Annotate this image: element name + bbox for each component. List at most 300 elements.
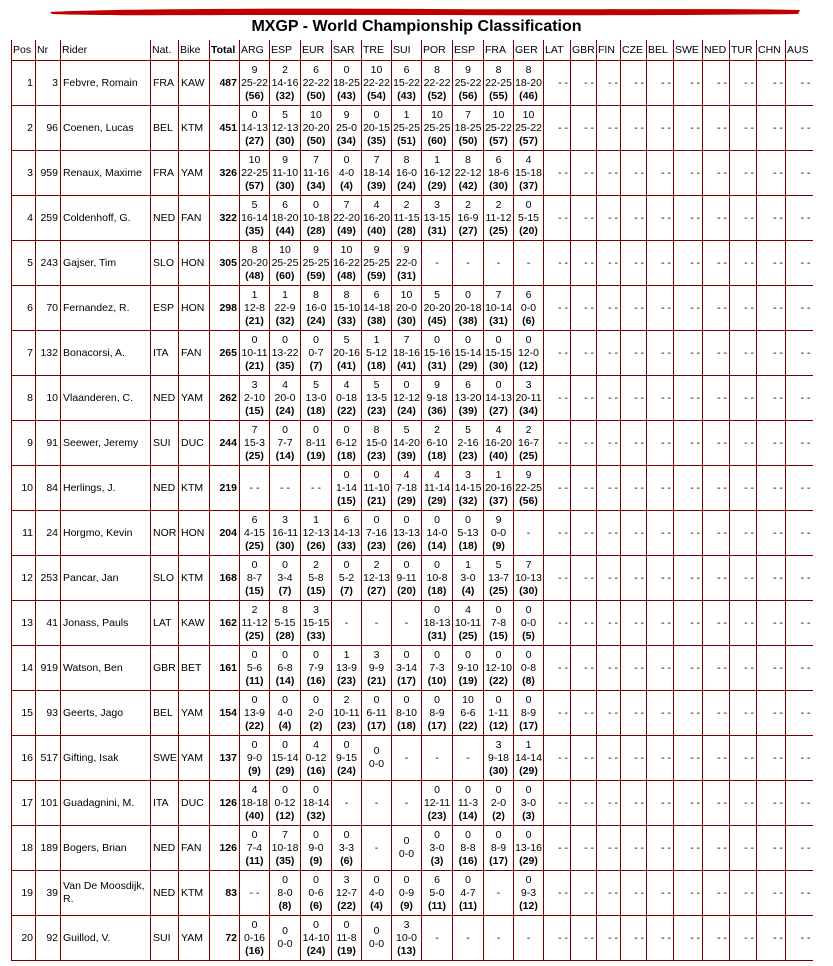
round-points: 6 bbox=[525, 288, 532, 301]
rider-cell: Coenen, Lucas bbox=[61, 106, 151, 151]
future-round-cell: - - bbox=[544, 511, 571, 556]
future-round-cell: - - bbox=[597, 646, 621, 691]
race-result-cell bbox=[301, 871, 332, 916]
race-result-cell bbox=[270, 241, 301, 286]
round-total: (7) bbox=[340, 584, 353, 597]
round-total: (32) bbox=[275, 89, 295, 102]
heat-points: 12-11 bbox=[423, 796, 451, 809]
race-result-cell bbox=[362, 286, 392, 331]
heat-points: 6-10 bbox=[426, 436, 448, 449]
round-points: 9 bbox=[343, 108, 350, 121]
round-points: 0 bbox=[495, 828, 502, 841]
round-points: 7 bbox=[525, 558, 532, 571]
future-round-cell: - - bbox=[703, 421, 730, 466]
future-round-cell: - - bbox=[597, 196, 621, 241]
round-total: (27) bbox=[367, 584, 386, 597]
heat-points: 0-18 bbox=[335, 391, 357, 404]
round-total: (33) bbox=[337, 539, 356, 552]
rider-cell: Renaux, Maxime bbox=[61, 151, 151, 196]
round-total: (46) bbox=[519, 89, 538, 102]
heat-points: 10-14 bbox=[485, 301, 512, 314]
race-empty-cell: - bbox=[514, 241, 544, 286]
race-result-cell bbox=[392, 916, 422, 961]
round-points: 1 bbox=[343, 648, 350, 661]
round-total: (31) bbox=[489, 314, 508, 327]
round-points: 6 bbox=[313, 63, 319, 76]
heat-points: 25-22 bbox=[485, 121, 512, 134]
race-result-cell bbox=[270, 646, 301, 691]
future-round-cell: - - bbox=[544, 601, 571, 646]
bike-cell: KTM bbox=[179, 106, 210, 151]
heat-points: 11-12 bbox=[241, 616, 268, 629]
round-points: 0 bbox=[343, 738, 350, 751]
table-row bbox=[12, 241, 813, 286]
pos-cell: 17 bbox=[12, 781, 36, 826]
col-header-round: TUR bbox=[730, 40, 757, 61]
future-round-cell: - - bbox=[647, 871, 674, 916]
future-round-cell: - - bbox=[703, 511, 730, 556]
heat-points: 4-7 bbox=[460, 886, 476, 899]
round-total: (22) bbox=[489, 674, 508, 687]
future-round-cell: - - bbox=[757, 736, 786, 781]
nat-cell: ESP bbox=[151, 286, 179, 331]
future-round-cell: - - bbox=[786, 691, 813, 736]
heat-points: 20-16 bbox=[333, 346, 360, 359]
future-round-cell: - - bbox=[621, 511, 647, 556]
heat-points: 18-14 bbox=[363, 166, 390, 179]
race-result-cell bbox=[453, 466, 484, 511]
future-round-cell: - - bbox=[703, 61, 730, 106]
round-points: 7 bbox=[251, 423, 258, 436]
heat-points: 14-13 bbox=[333, 526, 360, 539]
rider-cell: Seewer, Jeremy bbox=[61, 421, 151, 466]
heat-points: 16-12 bbox=[423, 166, 451, 179]
race-result-cell bbox=[301, 556, 332, 601]
race-result-cell bbox=[392, 646, 422, 691]
col-header-round: FIN bbox=[597, 40, 621, 61]
total-cell: 126 bbox=[210, 826, 240, 871]
race-result-cell bbox=[392, 61, 422, 106]
bike-cell: FAN bbox=[179, 826, 210, 871]
col-header-round: FRA bbox=[484, 40, 514, 61]
table-row bbox=[12, 826, 813, 871]
round-points: 2 bbox=[525, 423, 532, 436]
round-total: (34) bbox=[306, 179, 326, 192]
table-row bbox=[12, 601, 813, 646]
bike-cell: DUC bbox=[179, 781, 210, 826]
race-result-cell bbox=[392, 466, 422, 511]
future-round-cell: - - bbox=[571, 601, 597, 646]
heat-points: 20-11 bbox=[515, 391, 542, 404]
heat-points: 10-13 bbox=[515, 571, 542, 584]
table-row bbox=[12, 421, 813, 466]
future-round-cell: - - bbox=[544, 556, 571, 601]
table-row bbox=[12, 196, 813, 241]
nr-cell: 253 bbox=[36, 556, 61, 601]
heat-points: 18-20 bbox=[271, 211, 299, 224]
race-result-cell bbox=[301, 601, 332, 646]
round-total: (23) bbox=[458, 449, 478, 462]
total-cell: 265 bbox=[210, 331, 240, 376]
rider-cell: Coldenhoff, G. bbox=[61, 196, 151, 241]
future-round-cell: - - bbox=[703, 106, 730, 151]
round-points: 0 bbox=[282, 783, 288, 796]
future-round-cell: - - bbox=[730, 781, 757, 826]
heat-points: 16-11 bbox=[271, 526, 299, 539]
future-round-cell: - - bbox=[730, 646, 757, 691]
heat-points: 6-6 bbox=[460, 706, 476, 719]
round-points: 7 bbox=[495, 288, 502, 301]
future-round-cell: - - bbox=[621, 556, 647, 601]
nr-cell: 101 bbox=[36, 781, 61, 826]
round-total: (14) bbox=[458, 809, 478, 822]
future-round-cell: - - bbox=[730, 466, 757, 511]
round-points: 5 bbox=[373, 378, 380, 391]
round-total: (23) bbox=[367, 449, 386, 462]
round-total: (7) bbox=[309, 359, 323, 372]
future-round-cell: - - bbox=[674, 826, 703, 871]
race-result-cell bbox=[332, 331, 362, 376]
nat-cell: NOR bbox=[151, 511, 179, 556]
future-round-cell: - - bbox=[703, 871, 730, 916]
round-points: 0 bbox=[251, 693, 258, 706]
heat-points: 5-6 bbox=[246, 661, 263, 674]
round-points: 0 bbox=[313, 693, 319, 706]
future-round-cell: - - bbox=[786, 376, 813, 421]
future-round-cell: - - bbox=[571, 151, 597, 196]
race-result-cell bbox=[392, 241, 422, 286]
round-total: (27) bbox=[245, 134, 264, 147]
race-result-cell bbox=[332, 106, 362, 151]
heat-points: 14-20 bbox=[393, 436, 420, 449]
future-round-cell: - - bbox=[621, 421, 647, 466]
table-row bbox=[12, 691, 813, 736]
race-result-cell bbox=[240, 61, 270, 106]
race-result-cell bbox=[332, 556, 362, 601]
nat-cell: NED bbox=[151, 826, 179, 871]
heat-points: 0-12 bbox=[305, 751, 327, 764]
future-round-cell: - - bbox=[730, 556, 757, 601]
heat-points: 8-9 bbox=[520, 706, 537, 719]
round-total: (3) bbox=[522, 809, 535, 822]
round-points: 6 bbox=[434, 873, 440, 886]
heat-points: 10-18 bbox=[271, 841, 299, 854]
heat-points: 13-22 bbox=[271, 346, 299, 359]
heat-points: 13-9 bbox=[335, 661, 357, 674]
table-row bbox=[12, 781, 813, 826]
round-total: (24) bbox=[275, 404, 295, 417]
race-empty-cell: - - bbox=[240, 466, 270, 511]
race-empty-cell: - bbox=[332, 781, 362, 826]
race-result-cell bbox=[240, 376, 270, 421]
round-points: 10 bbox=[431, 108, 443, 121]
heat-points: 12-0 bbox=[517, 346, 539, 359]
race-result-cell bbox=[301, 511, 332, 556]
race-result-cell bbox=[240, 646, 270, 691]
pos-cell: 10 bbox=[12, 466, 36, 511]
heat-points: 11-3 bbox=[457, 796, 479, 809]
future-round-cell: - - bbox=[597, 556, 621, 601]
race-result-cell bbox=[514, 826, 544, 871]
round-points: 0 bbox=[282, 873, 288, 886]
heat-points: 20-20 bbox=[302, 121, 330, 134]
future-round-cell: - - bbox=[621, 331, 647, 376]
future-round-cell: - - bbox=[571, 376, 597, 421]
heat-points: 2-0 bbox=[308, 706, 324, 719]
round-total: (33) bbox=[337, 314, 356, 327]
round-total: (15) bbox=[245, 584, 264, 597]
future-round-cell: - - bbox=[597, 61, 621, 106]
round-total: (9) bbox=[309, 854, 323, 867]
total-cell: 305 bbox=[210, 241, 240, 286]
race-result-cell bbox=[484, 421, 514, 466]
race-result-cell bbox=[392, 421, 422, 466]
round-total: (29) bbox=[275, 764, 295, 777]
race-result-cell bbox=[332, 421, 362, 466]
round-points: 10 bbox=[462, 693, 474, 706]
race-result-cell bbox=[453, 421, 484, 466]
heat-points: 12-13 bbox=[271, 121, 299, 134]
bike-cell: HON bbox=[179, 286, 210, 331]
future-round-cell: - - bbox=[571, 106, 597, 151]
future-round-cell: - - bbox=[621, 196, 647, 241]
round-points: 9 bbox=[251, 63, 258, 76]
future-round-cell: - - bbox=[597, 466, 621, 511]
round-points: 3 bbox=[251, 378, 258, 391]
heat-points: 7-8 bbox=[490, 616, 507, 629]
round-total: (44) bbox=[275, 224, 295, 237]
round-points: 0 bbox=[403, 648, 410, 661]
heat-points: 18-18 bbox=[241, 796, 268, 809]
round-points: 2 bbox=[403, 198, 410, 211]
future-round-cell: - - bbox=[647, 241, 674, 286]
round-points: 6 bbox=[251, 513, 258, 526]
round-points: 2 bbox=[313, 558, 319, 571]
race-result-cell bbox=[484, 556, 514, 601]
race-result-cell bbox=[240, 556, 270, 601]
heat-points: 0-0 bbox=[520, 616, 537, 629]
future-round-cell: - - bbox=[757, 826, 786, 871]
round-total: (8) bbox=[522, 674, 535, 687]
heat-points: 11-8 bbox=[336, 931, 357, 944]
col-header-round: POR bbox=[422, 40, 453, 61]
col-header-rider: Rider bbox=[61, 40, 151, 61]
round-points: 4 bbox=[434, 468, 440, 481]
race-result-cell bbox=[514, 151, 544, 196]
race-empty-cell: - bbox=[514, 916, 544, 961]
round-points: 7 bbox=[403, 333, 410, 346]
heat-points: 8-0 bbox=[277, 886, 293, 899]
future-round-cell: - - bbox=[730, 376, 757, 421]
round-total: (57) bbox=[489, 134, 508, 147]
future-round-cell: - - bbox=[544, 331, 571, 376]
nat-cell: BEL bbox=[151, 691, 179, 736]
race-result-cell bbox=[422, 331, 453, 376]
total-cell: 126 bbox=[210, 781, 240, 826]
future-round-cell: - - bbox=[786, 601, 813, 646]
round-total: (21) bbox=[367, 674, 386, 687]
future-round-cell: - - bbox=[786, 916, 813, 961]
round-points: 0 bbox=[495, 378, 502, 391]
nat-cell: NED bbox=[151, 871, 179, 916]
future-round-cell: - - bbox=[786, 286, 813, 331]
round-total: (18) bbox=[427, 449, 447, 462]
round-total: (15) bbox=[337, 494, 356, 507]
nr-cell: 517 bbox=[36, 736, 61, 781]
round-total: (25) bbox=[489, 224, 508, 237]
round-total: (45) bbox=[427, 314, 447, 327]
round-points: 0 bbox=[373, 108, 380, 121]
future-round-cell: - - bbox=[730, 691, 757, 736]
race-result-cell bbox=[270, 916, 301, 961]
future-round-cell: - - bbox=[647, 646, 674, 691]
round-total: (39) bbox=[397, 449, 416, 462]
heat-points: 6-8 bbox=[277, 661, 293, 674]
heat-points: 0-0 bbox=[520, 301, 537, 314]
pos-cell: 6 bbox=[12, 286, 36, 331]
future-round-cell: - - bbox=[674, 196, 703, 241]
nr-cell: 24 bbox=[36, 511, 61, 556]
future-round-cell: - - bbox=[674, 61, 703, 106]
race-result-cell bbox=[392, 556, 422, 601]
heat-points: 11-14 bbox=[423, 481, 451, 494]
total-cell: 262 bbox=[210, 376, 240, 421]
future-round-cell: - - bbox=[544, 61, 571, 106]
future-round-cell: - - bbox=[786, 511, 813, 556]
race-result-cell bbox=[484, 691, 514, 736]
future-round-cell: - - bbox=[621, 61, 647, 106]
round-total: (40) bbox=[489, 449, 508, 462]
round-total: (17) bbox=[367, 719, 386, 732]
round-total: (24) bbox=[306, 314, 326, 327]
race-result-cell bbox=[362, 871, 392, 916]
round-points: 4 bbox=[403, 468, 410, 481]
round-points: 8 bbox=[465, 153, 471, 166]
race-result-cell bbox=[484, 826, 514, 871]
heat-points: 10-11 bbox=[241, 346, 268, 359]
heat-points: 0-0 bbox=[490, 526, 507, 539]
heat-points: 15-18 bbox=[515, 166, 542, 179]
heat-points: 3-0 bbox=[460, 571, 476, 584]
future-round-cell: - - bbox=[703, 286, 730, 331]
future-round-cell: - - bbox=[647, 421, 674, 466]
round-total: (50) bbox=[458, 134, 478, 147]
future-round-cell: - - bbox=[730, 286, 757, 331]
round-points: 0 bbox=[251, 828, 258, 841]
future-round-cell: - - bbox=[757, 466, 786, 511]
future-round-cell: - - bbox=[730, 241, 757, 286]
round-total: (34) bbox=[519, 404, 538, 417]
race-result-cell bbox=[484, 781, 514, 826]
future-round-cell: - - bbox=[621, 286, 647, 331]
future-round-cell: - - bbox=[757, 916, 786, 961]
round-total: (30) bbox=[519, 584, 538, 597]
round-points: 6 bbox=[495, 153, 502, 166]
future-round-cell: - - bbox=[597, 826, 621, 871]
rider-cell: Guadagnini, M. bbox=[61, 781, 151, 826]
total-cell: 168 bbox=[210, 556, 240, 601]
round-total: (6) bbox=[340, 854, 353, 867]
round-total: (30) bbox=[489, 359, 508, 372]
round-total: (16) bbox=[245, 944, 264, 957]
future-round-cell: - - bbox=[571, 781, 597, 826]
future-round-cell: - - bbox=[544, 286, 571, 331]
race-result-cell bbox=[453, 151, 484, 196]
race-result-cell bbox=[453, 61, 484, 106]
bike-cell: YAM bbox=[179, 376, 210, 421]
race-result-cell bbox=[301, 241, 332, 286]
round-points: 10 bbox=[400, 288, 413, 301]
race-result-cell bbox=[422, 826, 453, 871]
heat-points: 3-0 bbox=[429, 841, 445, 854]
heat-points: 15-14 bbox=[271, 751, 299, 764]
future-round-cell: - - bbox=[757, 241, 786, 286]
race-empty-cell: - bbox=[514, 511, 544, 556]
race-result-cell bbox=[453, 826, 484, 871]
round-total: (10) bbox=[427, 674, 447, 687]
round-total: (3) bbox=[430, 854, 444, 867]
heat-points: 10-0 bbox=[395, 931, 417, 944]
race-result-cell bbox=[392, 286, 422, 331]
race-result-cell bbox=[301, 151, 332, 196]
round-total: (37) bbox=[519, 179, 538, 192]
race-result-cell bbox=[514, 646, 544, 691]
round-total: (4) bbox=[278, 719, 292, 732]
race-result-cell bbox=[301, 106, 332, 151]
round-points: 1 bbox=[403, 108, 410, 121]
round-points: 2 bbox=[373, 558, 380, 571]
bike-cell: YAM bbox=[179, 151, 210, 196]
future-round-cell: - - bbox=[786, 241, 813, 286]
future-round-cell: - - bbox=[757, 601, 786, 646]
future-round-cell: - - bbox=[703, 376, 730, 421]
heat-points: 0-12 bbox=[274, 796, 296, 809]
future-round-cell: - - bbox=[786, 556, 813, 601]
round-points: 0 bbox=[282, 925, 288, 937]
heat-points: 0-0 bbox=[368, 758, 385, 770]
pos-cell: 15 bbox=[12, 691, 36, 736]
race-result-cell bbox=[270, 691, 301, 736]
round-total: (49) bbox=[337, 224, 356, 237]
col-header-round: EUR bbox=[301, 40, 332, 61]
nr-cell: 70 bbox=[36, 286, 61, 331]
heat-points: 0-9 bbox=[398, 886, 415, 899]
nr-cell: 96 bbox=[36, 106, 61, 151]
future-round-cell: - - bbox=[703, 826, 730, 871]
race-result-cell bbox=[332, 376, 362, 421]
future-round-cell: - - bbox=[730, 736, 757, 781]
race-result-cell bbox=[270, 376, 301, 421]
race-result-cell bbox=[240, 421, 270, 466]
round-points: 0 bbox=[495, 603, 502, 616]
round-total: (24) bbox=[397, 404, 416, 417]
race-result-cell bbox=[332, 286, 362, 331]
col-header-round: NED bbox=[703, 40, 730, 61]
nr-cell: 10 bbox=[36, 376, 61, 421]
round-total: (21) bbox=[367, 494, 386, 507]
future-round-cell: - - bbox=[674, 151, 703, 196]
round-total: (23) bbox=[337, 719, 356, 732]
round-points: 0 bbox=[313, 918, 319, 931]
col-header-round: ARG bbox=[240, 40, 270, 61]
round-points: 0 bbox=[403, 558, 410, 571]
race-result-cell bbox=[332, 61, 362, 106]
race-result-cell bbox=[514, 556, 544, 601]
future-round-cell: - - bbox=[730, 871, 757, 916]
round-points: 8 bbox=[343, 288, 350, 301]
round-points: 0 bbox=[434, 603, 440, 616]
col-header-nr: Nr bbox=[36, 40, 61, 61]
